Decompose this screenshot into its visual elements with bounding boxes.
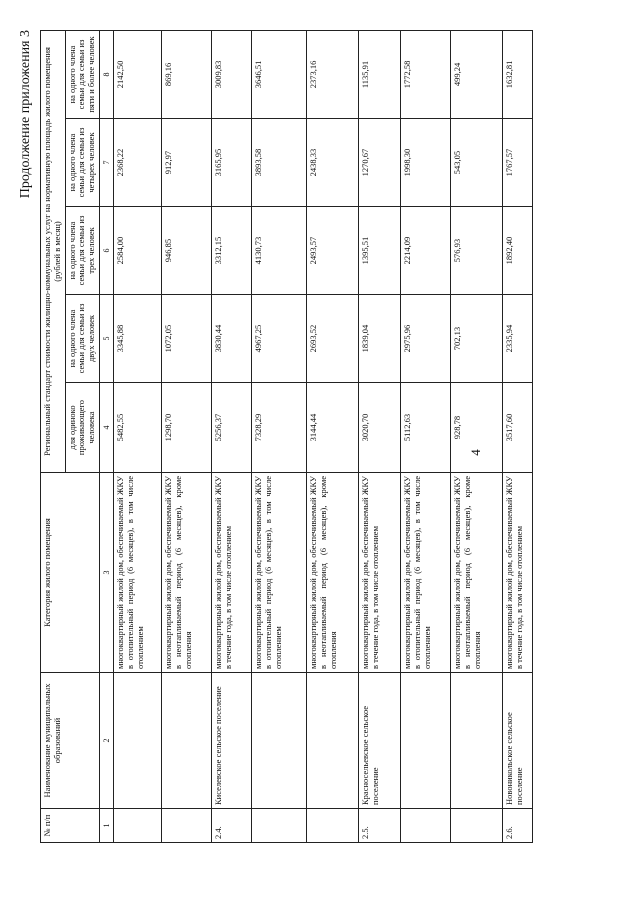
cost-value: 1892,40 <box>503 207 533 295</box>
housing-category: многоквартирный жилой дом, обеспечиваемый ЖКУ в течение года, в том числе отоплением <box>503 473 533 673</box>
row-number: 2.4. <box>212 809 252 843</box>
appendix-title: Продолжение приложения 3 <box>18 30 33 199</box>
column-number: 3 <box>99 473 113 673</box>
column-number: 4 <box>99 383 113 473</box>
cost-value: 946,85 <box>162 207 212 295</box>
cost-value: 2142,50 <box>114 30 162 118</box>
table-row <box>212 30 252 842</box>
page-number: 4 <box>468 449 483 456</box>
municipality-name <box>114 673 162 809</box>
cost-value: 4967,25 <box>252 295 307 383</box>
cost-value: 1072,05 <box>162 295 212 383</box>
cost-value: 3646,51 <box>252 30 307 118</box>
housing-category: многоквартирный жилой дом, обеспечиваемый ЖКУ в отопительный период (6 месяцев), в том числе отоплением <box>114 473 162 673</box>
header-num: № п/п <box>41 809 100 843</box>
column-number: 2 <box>99 673 113 809</box>
municipality-name <box>252 673 307 809</box>
cost-value: 3893,58 <box>252 119 307 207</box>
table-row <box>401 30 451 842</box>
cost-value: 5256,37 <box>212 383 252 473</box>
row-number: 2.6. <box>503 809 533 843</box>
cost-value: 869,16 <box>162 30 212 118</box>
tariff-table <box>40 30 533 843</box>
municipality-name: Красносельевское сельское поселение <box>359 673 401 809</box>
row-number <box>307 809 359 843</box>
cost-value: 1298,70 <box>162 383 212 473</box>
cost-value: 576,93 <box>451 207 503 295</box>
row-number <box>252 809 307 843</box>
housing-category: многоквартирный жилой дом, обеспечиваемый ЖКУ в течение года, в том числе отоплением <box>359 473 401 673</box>
cost-value: 3144,44 <box>307 383 359 473</box>
row-number <box>401 809 451 843</box>
cost-value: 2373,16 <box>307 30 359 118</box>
municipality-name <box>307 673 359 809</box>
cost-value: 3517,60 <box>503 383 533 473</box>
column-number: 8 <box>99 30 113 118</box>
cost-value: 1998,30 <box>401 119 451 207</box>
cost-value: 2493,57 <box>307 207 359 295</box>
housing-category: многоквартирный жилой дом, обеспечиваемый ЖКУ в неотапливаемый период (6 месяцев), кроме отопления <box>162 473 212 673</box>
cost-value: 1839,04 <box>359 295 401 383</box>
column-number-row <box>99 30 113 842</box>
cost-value: 543,05 <box>451 119 503 207</box>
cost-value: 2975,96 <box>401 295 451 383</box>
cost-value: 4130,73 <box>252 207 307 295</box>
cost-value: 5482,55 <box>114 383 162 473</box>
cost-value: 2335,94 <box>503 295 533 383</box>
row-number: 2.5. <box>359 809 401 843</box>
header-category: Категория жилого помещения <box>41 473 100 673</box>
table-row <box>114 30 162 842</box>
cost-value: 2584,00 <box>114 207 162 295</box>
municipality-name <box>162 673 212 809</box>
header-sub-2: на одного члена семьи для семьи из двух человек <box>65 295 99 383</box>
municipality-name: Новоникольское сельское поселение <box>503 673 533 809</box>
cost-value: 1772,58 <box>401 30 451 118</box>
municipality-name: Киселевское сельское поселение <box>212 673 252 809</box>
cost-value: 1632,81 <box>503 30 533 118</box>
cost-value: 702,13 <box>451 295 503 383</box>
header-sub-3: на одного члена семьи для семьи из трех человек <box>65 207 99 295</box>
column-number: 6 <box>99 207 113 295</box>
cost-value: 2368,22 <box>114 119 162 207</box>
cost-value: 928,78 <box>451 383 503 473</box>
header-sub-5: на одного члена семьи для семьи из пяти и более человек <box>65 30 99 118</box>
housing-category: многоквартирный жилой дом, обеспечиваемый ЖКУ в течение года, в том числе отоплением <box>212 473 252 673</box>
cost-value: 1135,91 <box>359 30 401 118</box>
header-sub-1: для одиноко проживающего человека <box>65 383 99 473</box>
housing-category: многоквартирный жилой дом, обеспечиваемый ЖКУ в отопительный период (6 месяцев), в том числе отоплением <box>401 473 451 673</box>
cost-value: 2438,33 <box>307 119 359 207</box>
municipality-name <box>401 673 451 809</box>
cost-value: 5112,63 <box>401 383 451 473</box>
cost-value: 3165,95 <box>212 119 252 207</box>
cost-value: 1395,51 <box>359 207 401 295</box>
cost-value: 3312,15 <box>212 207 252 295</box>
row-number <box>162 809 212 843</box>
cost-value: 499,24 <box>451 30 503 118</box>
column-number: 5 <box>99 295 113 383</box>
cost-value: 2693,52 <box>307 295 359 383</box>
cost-value: 3830,44 <box>212 295 252 383</box>
cost-value: 3009,83 <box>212 30 252 118</box>
cost-value: 1767,57 <box>503 119 533 207</box>
cost-value: 3020,70 <box>359 383 401 473</box>
housing-category: многоквартирный жилой дом, обеспечиваемый ЖКУ в неотапливаемый период (6 месяцев), кроме отопления <box>451 473 503 673</box>
cost-value: 7328,29 <box>252 383 307 473</box>
cost-value: 1270,67 <box>359 119 401 207</box>
header-municipality: Наименование муниципальных образований <box>41 673 100 809</box>
column-number: 1 <box>99 809 113 843</box>
header-standard-group: Региональный стандарт стоимости жилищно-коммунальных услуг на нормативную площадь жилого помещения (рублей в месяц) <box>41 30 66 472</box>
cost-value: 2214,09 <box>401 207 451 295</box>
cost-value: 912,97 <box>162 119 212 207</box>
table-row <box>307 30 359 842</box>
row-number <box>114 809 162 843</box>
cost-value: 3345,88 <box>114 295 162 383</box>
housing-category: многоквартирный жилой дом, обеспечиваемый ЖКУ в отопительный период (6 месяцев), в том числе отоплением <box>252 473 307 673</box>
column-number: 7 <box>99 119 113 207</box>
table-row <box>359 30 401 842</box>
table-row <box>503 30 533 842</box>
housing-category: многоквартирный жилой дом, обеспечиваемый ЖКУ в неотапливаемый период (6 месяцев), кроме отопления <box>307 473 359 673</box>
table-row <box>162 30 212 842</box>
header-sub-4: на одного члена семьи для семьи из четырех человек <box>65 119 99 207</box>
table-row <box>252 30 307 842</box>
